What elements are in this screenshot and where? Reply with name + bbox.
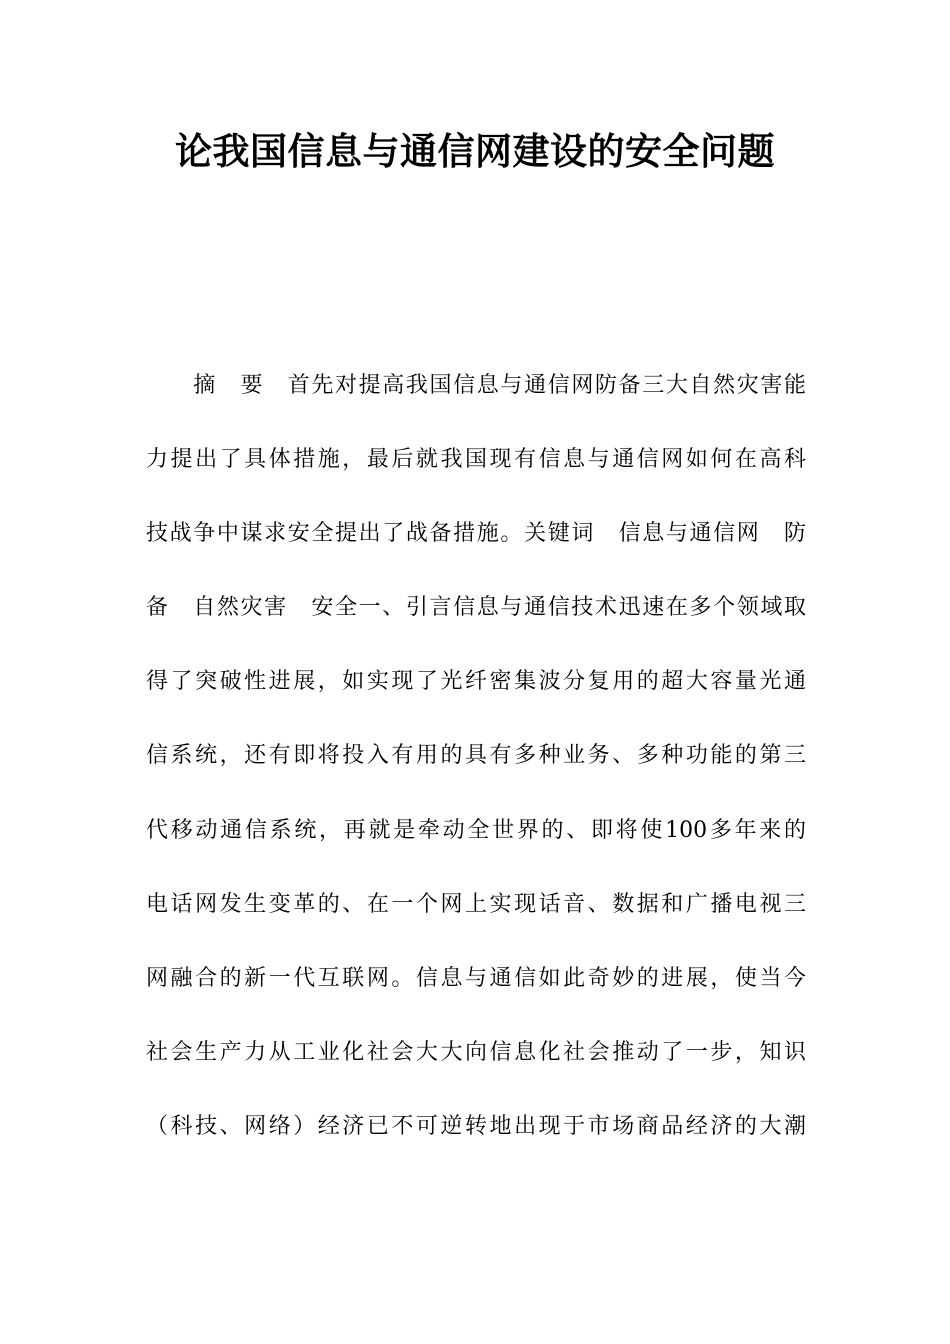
body-line: 信系统，还有即将投入有用的具有多种业务、多种功能的第三 bbox=[146, 743, 806, 769]
body-line: 摘 要 首先对提高我国信息与通信网防备三大自然灾害能 bbox=[146, 373, 806, 398]
document-body bbox=[146, 356, 806, 1171]
body-line: 得了突破性进展，如实现了光纤密集波分复用的超大容量光通 bbox=[146, 669, 806, 695]
document-title: 论我国信息与通信网建设的安全问题 bbox=[175, 130, 775, 173]
body-line: 技战争中谋求安全提出了战备措施。关键词 信息与通信网 防 bbox=[146, 521, 806, 547]
body-line: 电话网发生变革的、在一个网上实现话音、数据和广播电视三 bbox=[146, 891, 806, 917]
body-line: 代移动通信系统，再就是牵动全世界的、即将使100多年来的 bbox=[146, 817, 806, 843]
body-line: （科技、网络）经济已不可逆转地出现于市场商品经济的大潮 bbox=[146, 1113, 806, 1139]
body-line: 社会生产力从工业化社会大大向信息化社会推动了一步，知识 bbox=[146, 1039, 806, 1065]
body-line: 备 自然灾害 安全一、引言信息与通信技术迅速在多个领域取 bbox=[146, 595, 806, 621]
body-line: 网融合的新一代互联网。信息与通信如此奇妙的进展，使当今 bbox=[146, 965, 806, 991]
body-line: 力提出了具体措施，最后就我国现有信息与通信网如何在高科 bbox=[146, 447, 806, 473]
